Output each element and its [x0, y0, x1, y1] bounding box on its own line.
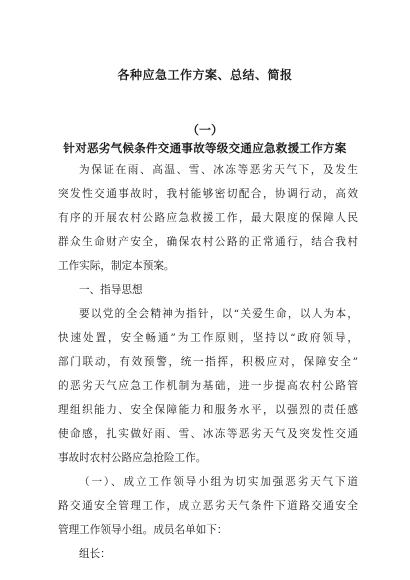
body-line: （一）、成立工作领导小组为切实加强恶劣天气下道 — [79, 476, 358, 488]
list-label: 组长： — [79, 548, 111, 560]
plan-title: 针对恶劣气候条件交通事故等级交通应急救援工作方案 — [63, 141, 347, 155]
body-line: 突发性交通事故时，我村能够密切配合，协调行动，高效 — [58, 188, 358, 200]
body-line: 管理工作领导小组。成员名单如下： — [58, 524, 228, 536]
body-line: 要以党的全会精神为指针，以“关爱生命，以人为本， — [79, 308, 358, 320]
section-number: （一） — [186, 123, 223, 137]
body-line: 有序的开展农村公路应急救援工作，最大限度的保障人民 — [58, 212, 358, 224]
body-line: 快速处置，安全畅通”为工作原则，坚持以“政府领导， — [58, 332, 358, 344]
document-title: 各种应急工作方案、总结、简报 — [117, 68, 293, 82]
body-line: 理组织能力、安全保障能力和服务水平，以强烈的责任感 — [58, 404, 358, 416]
body-line: 路交通安全管理工作，成立恶劣天气条件下道路交通安全 — [58, 500, 358, 512]
body-line: 部门联动，有效预警，统一指挥，积极应对，保障安全” — [58, 356, 358, 368]
body-line: 使命感，扎实做好雨、雪、冰冻等恶劣天气及突发性交通 — [58, 428, 358, 440]
body-line: 群众生命财产安全，确保农村公路的正常通行，结合我村 — [58, 236, 358, 248]
body-line: 工作实际，制定本预案。 — [58, 260, 175, 272]
body-line: 事故时农村公路应急抢险工作。 — [58, 452, 207, 464]
body-line: 为保证在雨、高温、雪、冰冻等恶劣天气下，及发生 — [79, 164, 358, 176]
section-heading: 一、指导思想 — [79, 284, 143, 296]
body-line: 的恶劣天气应急工作机制为基础，进一步提高农村公路管 — [58, 380, 358, 392]
